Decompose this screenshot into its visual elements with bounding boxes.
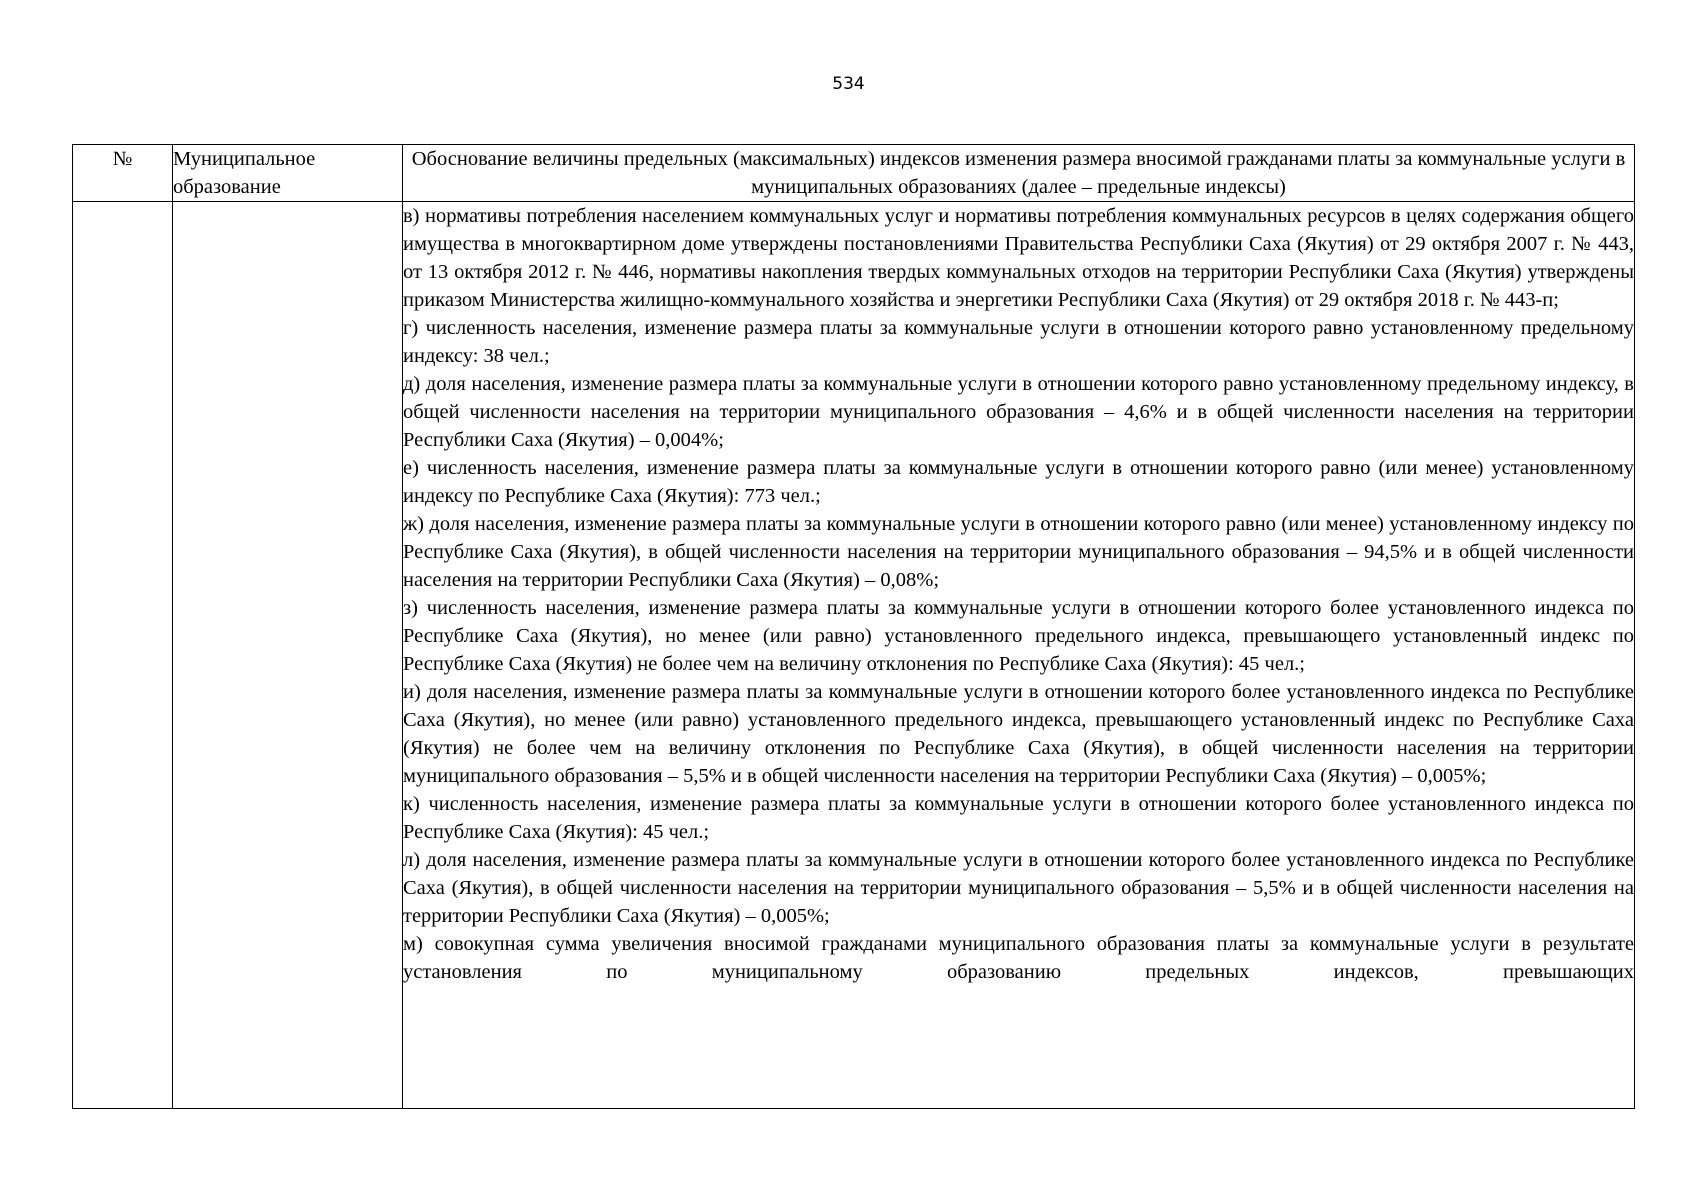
paragraph-z: з) численность населения, изменение размера платы за коммунальные услуги в отношении которого более установленного индекса по Республике Саха (Якутия), но менее (или равно) установленного предельного индекса, превышающего установленный индекс по Республике Саха (Якутия) не более чем на величину отклонения по Республике Саха (Якутия): 45 чел.;: [403, 597, 1634, 675]
header-number: №: [73, 145, 173, 202]
header-justification: Обоснование величины предельных (максимальных) индексов изменения размера вносимой гражданами платы за коммунальные услуги в муниципальных образованиях (далее – предельные индексы): [403, 145, 1635, 202]
paragraph-zh: ж) доля населения, изменение размера платы за коммунальные услуги в отношении которого равно (или менее) установленному индексу по Республике Саха (Якутия), в общей численности населения на территории муниципального образования – 94,5% и в общей численности населения на территории Республики Саха (Якутия) – 0,08%;: [403, 513, 1634, 591]
paragraph-l: л) доля населения, изменение размера платы за коммунальные услуги в отношении которого более установленного индекса по Республике Саха (Якутия), в общей численности населения на территории муниципального образования – 5,5% и в общей численности населения на территории Республики Саха (Якутия) – 0,005%;: [403, 849, 1634, 927]
table-row: [73, 202, 1635, 1109]
cell-municipality: [173, 202, 403, 1109]
cell-number: [73, 202, 173, 1109]
paragraph-d: д) доля населения, изменение размера платы за коммунальные услуги в отношении которого равно установленному предельному индексу, в общей численности населения на территории муниципального образования – 4,6% и в общей численности населения на территории Республики Саха (Якутия) – 0,004%;: [403, 373, 1634, 451]
page-number: 534: [832, 74, 865, 94]
table-header-row: [73, 145, 1635, 202]
paragraph-k: к) численность населения, изменение размера платы за коммунальные услуги в отношении которого более установленного индекса по Республике Саха (Якутия): 45 чел.;: [403, 793, 1634, 843]
paragraph-i: и) доля населения, изменение размера платы за коммунальные услуги в отношении которого более установленного индекса по Республике Саха (Якутия), но менее (или равно) установленного предельного индекса, превышающего установленный индекс по Республике Саха (Якутия) не более чем на величину отклонения по Республике Саха (Якутия), в общей численности населения на территории муниципального образования – 5,5% и в общей численности населения на территории Республики Саха (Якутия) – 0,005%;: [403, 681, 1634, 787]
paragraph-m: м) совокупная сумма увеличения вносимой гражданами муниципального образования платы за коммунальные услуги в результате установления по муниципальному образованию предельных индексов, превышающих: [403, 933, 1634, 983]
cell-justification: [403, 202, 1635, 1109]
paragraph-v: в) нормативы потребления населением коммунальных услуг и нормативы потребления коммунальных ресурсов в целях содержания общего имущества в многоквартирном доме утверждены постановлениями Правительства Республики Саха (Якутия) от 29 октября 2007 г. № 443, от 13 октября 2012 г. № 446, нормативы накопления твердых коммунальных отходов на территории Республики Саха (Якутия) утверждены приказом Министерства жилищно-коммунального хозяйства и энергетики Республики Саха (Якутия) от 29 октября 2018 г. № 443-п;: [403, 205, 1634, 311]
justification-table: [72, 144, 1635, 1109]
header-municipality: Муниципальное образование: [173, 145, 403, 202]
paragraph-g: г) численность населения, изменение размера платы за коммунальные услуги в отношении которого равно установленному предельному индексу: 38 чел.;: [403, 317, 1634, 367]
paragraph-e: е) численность населения, изменение размера платы за коммунальные услуги в отношении которого равно (или менее) установленному индексу по Республике Саха (Якутия): 773 чел.;: [403, 457, 1634, 507]
